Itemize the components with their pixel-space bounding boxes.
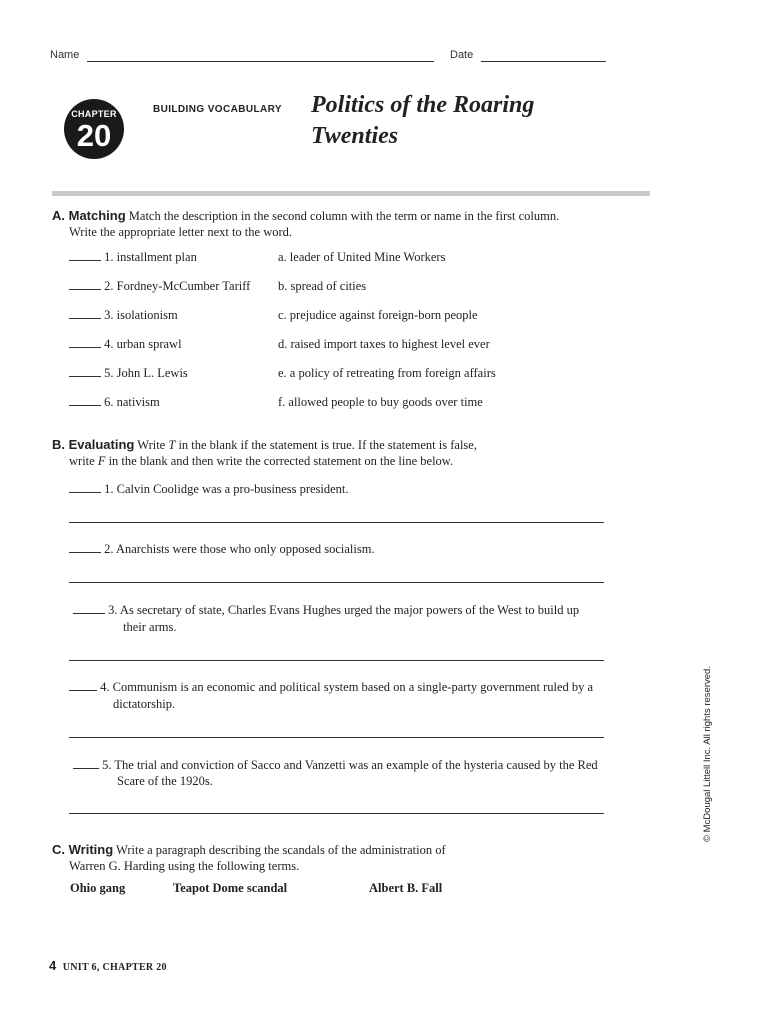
matching-desc: b. spread of cities — [278, 279, 367, 293]
section-b-instr-2 — [69, 453, 689, 470]
matching-term: 4. urban sprawl — [104, 337, 182, 351]
tf-blank[interactable] — [73, 758, 99, 769]
title-line-2: Twenties — [311, 123, 399, 149]
evaluating-item — [73, 602, 579, 619]
tf-blank[interactable] — [69, 482, 101, 493]
evaluating-statement-cont: Scare of the 1920s. — [117, 774, 213, 788]
matching-row — [69, 365, 669, 394]
instr-rest-1: in the blank if the statement is true. If the statement is false, — [178, 438, 477, 452]
chapter-number: 20 — [76, 118, 112, 153]
section-c-instr-2: Warren G. Harding using the following terms. — [69, 859, 300, 873]
section-b-instructions — [52, 436, 692, 454]
evaluating-statement: 3. As secretary of state, Charles Evans Hughes urged the major powers of the West to build up — [108, 603, 580, 617]
evaluating-item — [69, 679, 593, 696]
matching-term: 2. Fordney-McCumber Tariff — [104, 279, 251, 293]
page-number: 4 — [49, 958, 57, 973]
evaluating-item — [69, 481, 349, 498]
section-a-instr-1: Match the description in the second column with the term or name in the first column. — [128, 209, 560, 223]
writing-term: Ohio gang — [70, 881, 126, 895]
chapter-label: CHAPTER — [71, 109, 117, 119]
matching-row — [69, 307, 669, 336]
section-c-instr-1: Write a paragraph describing the scandals of the administration of — [116, 843, 446, 857]
evaluating-statement-cont: dictatorship. — [113, 697, 176, 711]
correction-line[interactable] — [69, 582, 604, 583]
name-label: Name — [50, 49, 80, 61]
answer-blank[interactable] — [69, 279, 101, 290]
evaluating-statement-cont: their arms. — [123, 620, 177, 634]
answer-blank[interactable] — [69, 395, 101, 406]
evaluating-statement: 2. Anarchists were those who only opposed socialism. — [104, 542, 375, 556]
evaluating-item — [69, 541, 375, 558]
matching-desc: d. raised import taxes to highest level ever — [278, 337, 490, 351]
section-b-heading: B. Evaluating — [52, 437, 135, 452]
instr-word: Write — [137, 438, 166, 452]
page-title — [311, 90, 534, 152]
header-rule — [52, 191, 650, 196]
tf-blank[interactable] — [69, 542, 101, 553]
answer-blank[interactable] — [69, 366, 101, 377]
answer-blank[interactable] — [69, 250, 101, 261]
tf-blank[interactable] — [69, 680, 97, 691]
instr-word-2: write — [69, 454, 95, 468]
instr-f: F — [97, 454, 106, 468]
matching-desc: e. a policy of retreating from foreign affairs — [278, 366, 496, 380]
matching-desc: f. allowed people to buy goods over time — [278, 395, 483, 409]
section-c-instructions — [52, 841, 672, 859]
matching-term: 6. nativism — [104, 395, 160, 409]
matching-term: 1. installment plan — [104, 250, 197, 264]
evaluating-statement: 1. Calvin Coolidge was a pro-business president. — [104, 482, 349, 496]
instr-rest-2: in the blank and then write the corrected statement on the line below. — [108, 454, 454, 468]
matching-term: 5. John L. Lewis — [104, 366, 188, 380]
matching-term: 3. isolationism — [104, 308, 178, 322]
correction-line[interactable] — [69, 660, 604, 661]
copyright-notice: © McDougal Littell Inc. All rights reserved. — [702, 666, 713, 842]
matching-desc: c. prejudice against foreign-born people — [278, 308, 478, 322]
correction-line[interactable] — [69, 737, 604, 738]
answer-blank[interactable] — [69, 337, 101, 348]
evaluating-statement: 5. The trial and conviction of Sacco and Vanzetti was an example of the hysteria caused by the Red — [102, 758, 598, 772]
matching-row — [69, 278, 669, 307]
evaluating-item — [73, 757, 598, 774]
building-vocabulary-label: BUILDING VOCABULARY — [153, 104, 282, 115]
matching-row — [69, 336, 669, 365]
date-field[interactable] — [481, 61, 606, 62]
page-footer — [49, 958, 167, 974]
writing-term: Teapot Dome scandal — [173, 881, 288, 895]
correction-line[interactable] — [69, 522, 604, 523]
matching-list — [69, 249, 669, 423]
chapter-badge — [64, 99, 124, 159]
section-a-instructions — [52, 207, 672, 225]
name-field[interactable] — [87, 61, 434, 62]
writing-term: Albert B. Fall — [369, 881, 443, 895]
evaluating-statement: 4. Communism is an economic and political system based on a single-party government ruled by a — [100, 680, 594, 694]
title-line-1: Politics of the Roaring — [311, 92, 535, 118]
matching-row — [69, 394, 669, 423]
section-a-heading: A. Matching — [52, 208, 126, 223]
answer-blank[interactable] — [69, 308, 101, 319]
section-a-instr-2: Write the appropriate letter next to the word. — [69, 225, 293, 239]
section-c-heading: C. Writing — [52, 842, 114, 857]
matching-desc: a. leader of United Mine Workers — [278, 250, 446, 264]
instr-t: T — [168, 438, 176, 452]
matching-row — [69, 249, 669, 278]
correction-line[interactable] — [69, 813, 604, 814]
date-label: Date — [450, 49, 474, 61]
unit-chapter-label: UNIT 6, CHAPTER 20 — [62, 962, 167, 973]
tf-blank[interactable] — [73, 603, 105, 614]
